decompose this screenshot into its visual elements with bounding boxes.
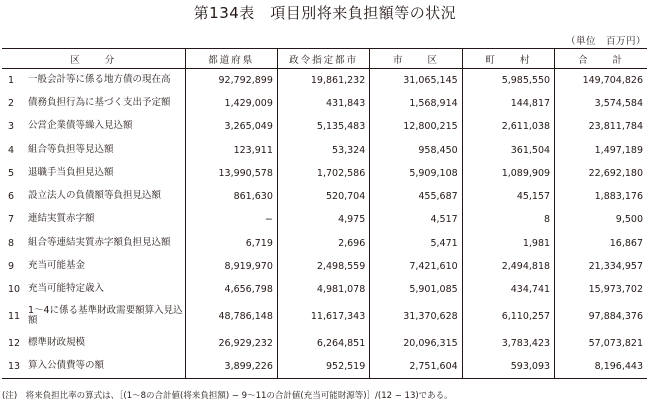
value-cell: 5,901,085 <box>370 278 462 301</box>
value-cell: 6,110,257 <box>462 301 554 331</box>
value-cell: 1,089,909 <box>462 162 554 185</box>
row-label-cell <box>2 138 185 161</box>
row-label-cell <box>2 208 185 231</box>
value-cell: 123,911 <box>185 138 277 161</box>
table-row <box>2 255 647 278</box>
value-cell: 455,687 <box>370 185 462 208</box>
table-row <box>2 92 647 115</box>
value-cell: 958,450 <box>370 138 462 161</box>
value-cell: 361,504 <box>462 138 554 161</box>
value-cell: 2,751,604 <box>370 355 462 378</box>
row-number: 2 <box>8 97 15 109</box>
table-row <box>2 208 647 231</box>
value-cell: 4,981,078 <box>277 278 369 301</box>
row-label: 標準財政規模 <box>28 336 86 348</box>
row-label-cell <box>2 92 185 115</box>
value-cell: 952,519 <box>277 355 369 378</box>
value-cell: 1,497,189 <box>555 138 647 161</box>
value-cell: 520,704 <box>277 185 369 208</box>
value-cell: 2,696 <box>277 232 369 255</box>
value-cell: 1,568,914 <box>370 92 462 115</box>
value-cell: 1,981 <box>462 232 554 255</box>
value-cell: 12,800,215 <box>370 115 462 138</box>
value-cell: 431,843 <box>277 92 369 115</box>
value-cell: 92,792,899 <box>185 69 277 92</box>
table-row <box>2 355 647 378</box>
value-cell: 3,899,226 <box>185 355 277 378</box>
value-cell: 57,073,821 <box>555 331 647 354</box>
row-number: 8 <box>8 237 15 249</box>
value-cell: 11,617,343 <box>277 301 369 331</box>
row-label-cell <box>2 162 185 185</box>
row-label: 退職手当負担見込額 <box>28 166 114 178</box>
row-number: 13 <box>8 360 21 372</box>
row-number: 4 <box>8 144 15 156</box>
table-row <box>2 331 647 354</box>
row-label: 債務負担行為に基づく支出予定額 <box>28 96 171 108</box>
data-table <box>2 48 647 379</box>
row-label-cell <box>2 232 185 255</box>
column-header: 政令指定都市 <box>277 49 369 69</box>
value-cell: 2,494,818 <box>462 255 554 278</box>
row-number: 1 <box>8 74 15 86</box>
value-cell: 3,574,584 <box>555 92 647 115</box>
row-number: 7 <box>8 214 15 226</box>
row-label: 連結実質赤字額 <box>28 213 95 225</box>
value-cell: 97,884,376 <box>555 301 647 331</box>
value-cell: 5,471 <box>370 232 462 255</box>
row-label: 組合等連結実質赤字額負担見込額 <box>28 236 171 248</box>
value-cell: 4,656,798 <box>185 278 277 301</box>
value-cell: 22,692,180 <box>555 162 647 185</box>
row-label: 充当可能特定歳入 <box>28 283 105 295</box>
header-row <box>2 49 647 69</box>
value-cell: 2,498,559 <box>277 255 369 278</box>
value-cell: 1,883,176 <box>555 185 647 208</box>
value-cell: 13,990,578 <box>185 162 277 185</box>
value-cell: 861,630 <box>185 185 277 208</box>
value-cell: 8,919,970 <box>185 255 277 278</box>
row-label-cell <box>2 301 185 331</box>
row-label: 設立法人の負債額等負担見込額 <box>28 190 162 202</box>
value-cell: 1,429,009 <box>185 92 277 115</box>
value-cell: 2,611,038 <box>462 115 554 138</box>
footnote: (注) 将来負担比率の算式は、［(1〜8の合計値(将来負担額) − 9〜11の合計値(充当可能財源等)］/(12 − 13)である。 <box>2 391 453 401</box>
value-cell: 149,704,826 <box>555 69 647 92</box>
row-number: 10 <box>8 284 21 296</box>
value-cell: 26,929,232 <box>185 331 277 354</box>
value-cell: 16,867 <box>555 232 647 255</box>
value-cell: 593,093 <box>462 355 554 378</box>
table-row <box>2 232 647 255</box>
table-row <box>2 278 647 301</box>
value-cell: 3,265,049 <box>185 115 277 138</box>
value-cell: 31,065,145 <box>370 69 462 92</box>
column-header: 区 分 <box>2 49 185 69</box>
row-label-cell <box>2 278 185 301</box>
value-cell: 5,909,108 <box>370 162 462 185</box>
value-cell: 15,973,702 <box>555 278 647 301</box>
value-cell: 1,702,586 <box>277 162 369 185</box>
value-cell: 31,370,628 <box>370 301 462 331</box>
table-row <box>2 301 647 331</box>
value-cell: 6,719 <box>185 232 277 255</box>
value-cell: 53,324 <box>277 138 369 161</box>
value-cell: 8,196,443 <box>555 355 647 378</box>
value-cell: 5,135,483 <box>277 115 369 138</box>
row-label: 算入公債費等の額 <box>28 359 105 371</box>
value-cell: 20,096,315 <box>370 331 462 354</box>
row-label-cell <box>2 255 185 278</box>
row-number: 6 <box>8 191 15 203</box>
value-cell: 6,264,851 <box>277 331 369 354</box>
row-label-cell <box>2 355 185 378</box>
row-number: 5 <box>8 167 15 179</box>
row-label-cell <box>2 115 185 138</box>
table-body <box>2 69 647 379</box>
value-cell: 21,334,957 <box>555 255 647 278</box>
row-number: 3 <box>8 121 15 133</box>
row-label: 1〜4に係る基準財政需要額算入見込額 <box>28 304 183 327</box>
value-cell: 4,975 <box>277 208 369 231</box>
value-cell: 23,811,784 <box>555 115 647 138</box>
column-header: 市 区 <box>370 49 462 69</box>
value-cell: 4,517 <box>370 208 462 231</box>
value-cell: 3,783,423 <box>462 331 554 354</box>
value-cell: 19,861,232 <box>277 69 369 92</box>
column-header: 合 計 <box>555 49 647 69</box>
row-label: 充当可能基金 <box>28 260 86 272</box>
value-cell: 144,817 <box>462 92 554 115</box>
value-cell: 5,985,550 <box>462 69 554 92</box>
row-number: 12 <box>8 337 21 349</box>
row-number: 11 <box>8 310 21 322</box>
row-label: 組合等負担等見込額 <box>28 143 114 155</box>
table-row <box>2 138 647 161</box>
column-header: 町 村 <box>462 49 554 69</box>
table-row <box>2 185 647 208</box>
table-title: 第134表 項目別将来負担額等の状況 <box>193 4 457 22</box>
table-row <box>2 115 647 138</box>
row-label-cell <box>2 185 185 208</box>
table-row <box>2 162 647 185</box>
row-label-cell <box>2 69 185 92</box>
value-cell: 7,421,610 <box>370 255 462 278</box>
row-label: 公営企業債等繰入見込額 <box>28 120 133 132</box>
value-cell: 434,741 <box>462 278 554 301</box>
table-row <box>2 69 647 92</box>
value-cell: 9,500 <box>555 208 647 231</box>
value-cell: − <box>185 208 277 231</box>
row-label-cell <box>2 331 185 354</box>
unit-label: （単位 百万円） <box>565 36 646 47</box>
row-number: 9 <box>8 261 15 273</box>
value-cell: 8 <box>462 208 554 231</box>
value-cell: 45,157 <box>462 185 554 208</box>
row-label: 一般会計等に係る地方債の現在高 <box>28 73 171 85</box>
value-cell: 48,786,148 <box>185 301 277 331</box>
column-header: 都道府県 <box>185 49 277 69</box>
